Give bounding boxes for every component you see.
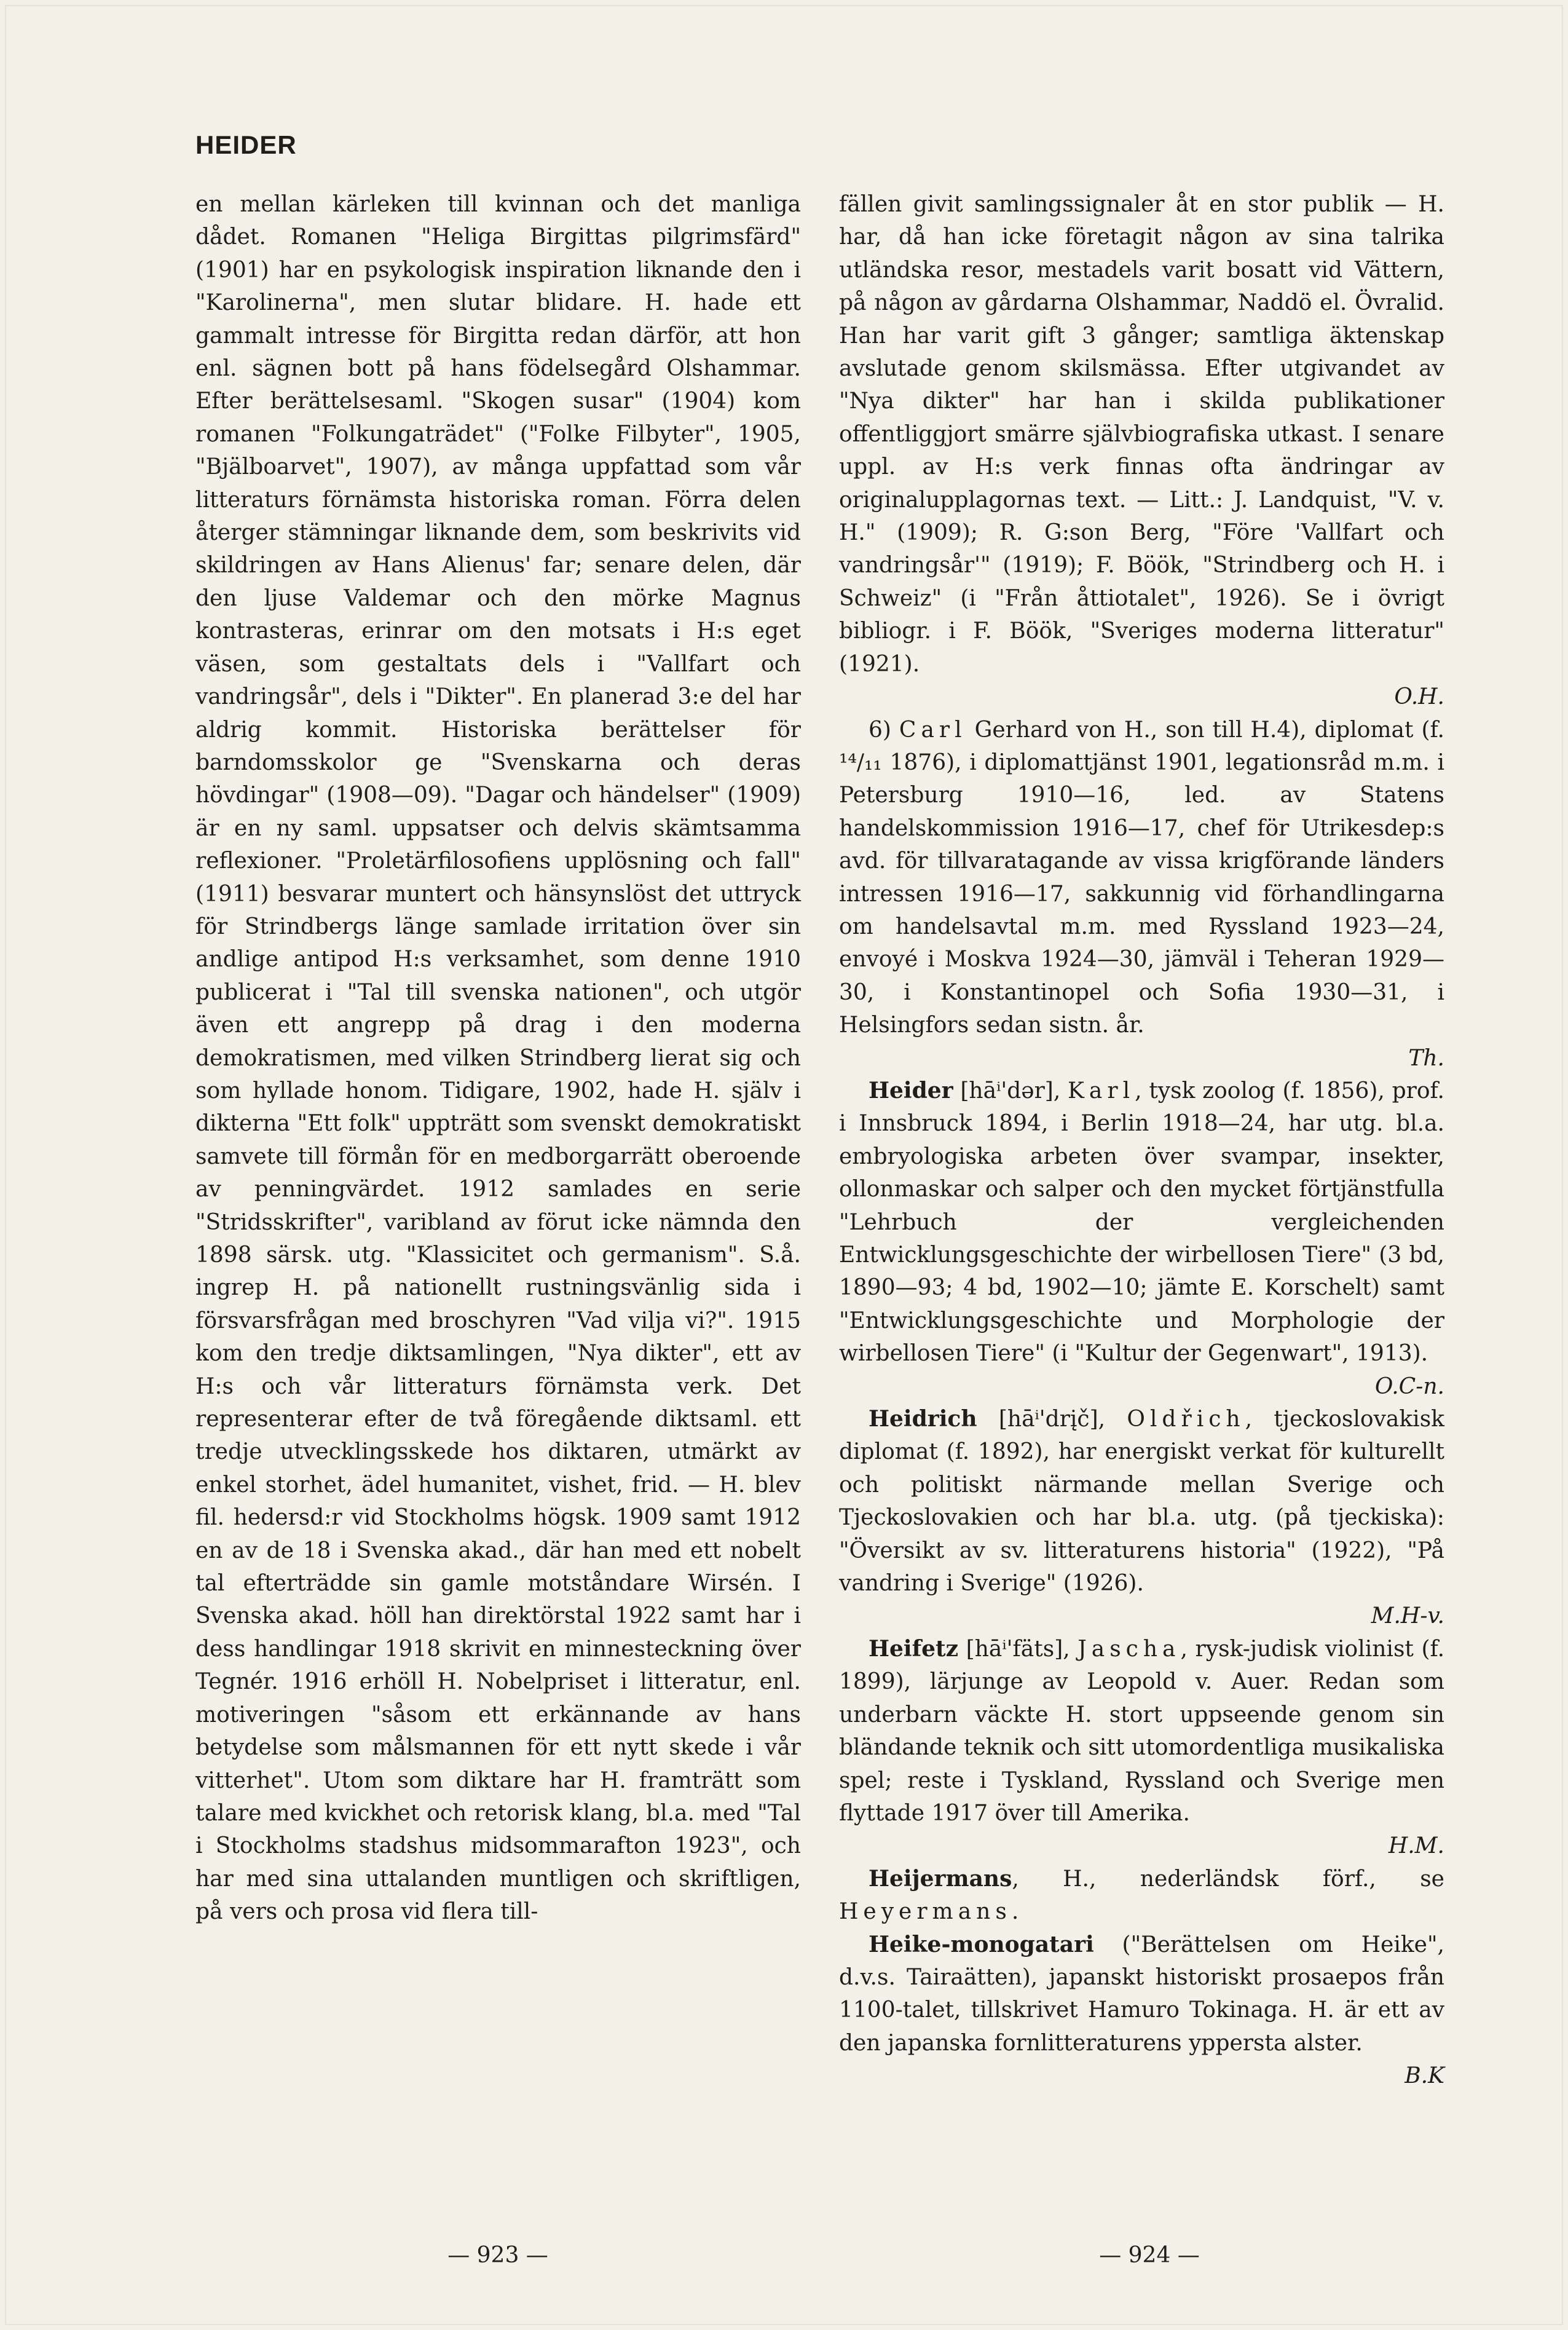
- headword: Heidrich: [869, 1406, 977, 1432]
- entry-text: , tjeckoslovakisk diplomat (f. 1892), har energiskt verkat för kulturellt och politiskt närmande mellan Sverige och Tjeckoslovakien och har bl.a. utg. (på tjeckiska): "Översikt av sv. litteraturens historia" (1922), "På vandring i Sverige" (1926).: [839, 1407, 1444, 1597]
- entry-heike-monogatari: [839, 1929, 1444, 2093]
- pronunciation: [hāⁱ'fäts],: [958, 1636, 1078, 1662]
- cross-reference: Heyermans: [839, 1899, 1012, 1925]
- entry-heidenstam-continued: [839, 188, 1444, 714]
- entry-text: , H., nederländsk förf., se: [1012, 1866, 1444, 1892]
- entry-given-name: Jascha: [1078, 1636, 1181, 1662]
- page-number-right: — 924 —: [1099, 2243, 1200, 2268]
- headword: Heijermans: [869, 1865, 1012, 1892]
- author-signature: O.H.: [1394, 684, 1444, 710]
- author-signature: B.K: [1405, 2063, 1444, 2089]
- entry-text: Gerhard von H., son till H.4), diplomat (f. ¹⁴/₁₁ 1876), i diplomattjänst 1901, legationsråd m.m. i Petersburg 1910—16, led. av Statens handelskommission 1916—17, chef för Utrikesdep:s avd. för tillvaratagande av vissa krigförande länders intressen 1916—17, sakkunnig vid förhandlingarna om handelsavtal m.m. med Ryssland 1923—24, envoyé i Moskva 1924—30, jämväl i Teheran 1929—30, i Konstantinopel och Sofia 1930—31, i Helsingfors sedan sistn. år.: [839, 717, 1444, 1038]
- running-head: HEIDER: [195, 130, 297, 159]
- page-number-left: — 923 —: [447, 2243, 548, 2268]
- author-signature: O.C-n.: [1374, 1373, 1444, 1399]
- headword: Heike-monogatari: [869, 1931, 1094, 1957]
- entry-carl-gerhard-von-heidenstam: [839, 714, 1444, 1075]
- entry-given-name: Carl: [899, 717, 967, 743]
- entry-heider: [839, 1075, 1444, 1403]
- left-column-text: en mellan kärleken till kvinnan och det manliga dådet. Romanen "Heliga Birgittas pilgrimsfärd" (1901) har en psykologisk inspiration liknande den i "Karolinerna", men slutar blidare. H. hade ett gammalt intresse för Birgitta redan därför, att hon enl. sägnen bott på hans födelsegård Olshammar. Efter berättelsesaml. "Skogen susar" (1904) kom romanen "Folkungaträdet" ("Folke Filbyter", 1905, "Bjälboarvet", 1907), av många uppfattad som vår litteraturs förnämsta historiska roman. Förra delen återger stämningar liknande dem, som beskrivits vid skildringen av Hans Alienus' far; senare delen, där den ljuse Valdemar och den mörke Magnus kontrasteras, erinrar om den motsats i H:s eget väsen, som gestaltats dels i "Vallfart och vandringsår", dels i "Dikter". En planerad 3:e del har aldrig kommit. Historiska berättelser för barndomsskolor ge "Svenskarna och deras hövdingar" (1908—09). "Dagar och händelser" (1909) är en ny saml. uppsatser och delvis skämtsamma reflexioner. "Proletärfilosofiens upplösning och fall" (1911) besvarar muntert och hänsynslöst det uttryck för Strindbergs länge samlade irritation över sin andlige antipod H:s verksamhet, som denne 1910 publicerat i "Tal till svenska nationen", och utgör även ett angrepp på drag i den moderna demokratismen, med vilken Strindberg lierat sig och som hyllade honom. Tidigare, 1902, hade H. själv i dikterna "Ett folk" uppträtt som svenskt demokratiskt samvete till förmån för en medborgarrätt oberoende av penningvärdet. 1912 samlades en serie "Stridsskrifter", varibland av förut icke nämnda den 1898 särsk. utg. "Klassicitet och germanism". S.å. ingrep H. på nationellt rustningsvänlig sida i försvarsfrågan med broschyren "Vad vilja vi?". 1915 kom den tredje diktsamlingen, "Nya dikter", ett av H:s och vår litteraturs förnämsta verk. Det representerar efter de två föregående diktsaml. ett tredje utvecklingsskede hos diktaren, utmärkt av enkel storhet, ädel humanitet, vishet, frid. — H. blev fil. hedersd:r vid Stockholms högsk. 1909 samt 1912 en av de 18 i Svenska akad., där han med ett nobelt tal efterträdde sin gamle motståndare Wirsén. I Svenska akad. höll han direktörstal 1922 samt har i dess handlingar 1918 skrivit en minnesteckning över Tegnér. 1916 erhöll H. Nobelpriset i litteratur, enl. motiveringen "såsom ett erkännande av hans betydelse som målsmannen för ett nytt skede i vår vitterhet". Utom som diktare har H. framträtt som talare med kvickhet och retorisk klang, bl.a. med "Tal i Stockholms stadshus midsommarafton 1923", och har med sina uttalanden muntligen och skriftligen, på vers och prosa vid flera till-: [195, 192, 801, 1925]
- entry-heidrich: [839, 1403, 1444, 1633]
- pronunciation: [hāⁱ'dər],: [953, 1078, 1068, 1104]
- author-signature: M.H-v.: [1371, 1603, 1444, 1629]
- author-signature: H.M.: [1388, 1833, 1444, 1859]
- entry-text: , tysk zoolog (f. 1856), prof. i Innsbruck 1894, i Berlin 1918—24, har utg. bl.a. embryologiska arbeten över svampar, insekter, ollonmaskar och salper och den mycket förtjänstfulla "Lehrbuch der vergleichenden Entwicklungsgeschichte der wirbellosen Tiere" (3 bd, 1890—93; 4 bd, 1902—10; jämte E. Korschelt) samt "Entwicklungsgeschichte und Morphologie der wirbellosen Tiere" (i "Kultur der Gegenwart", 1913).: [839, 1078, 1445, 1367]
- entry-text: ("Berättelsen om Heike", d.v.s. Tairaätten), japanskt historiskt prosaepos från 1100-talet, tillskrivet Hamuro Tokinaga. H. är ett av den japanska fornlitteraturens yppersta alster.: [839, 1932, 1444, 2056]
- entry-given-name: Karl: [1068, 1078, 1135, 1104]
- entry-given-name: Oldřich: [1127, 1407, 1245, 1432]
- entry-number: 6): [869, 717, 899, 743]
- right-column: [839, 188, 1444, 2093]
- pronunciation: [hāⁱ'drįč],: [977, 1407, 1127, 1432]
- entry-text: fällen givit samlingssignaler åt en stor publik — H. har, då han icke företagit någon av sina talrika utländska resor, mestadels varit bosatt vid Vättern, på någon av gårdarna Olshammar, Naddö el. Övralid. Han har varit gift 3 gånger; samtliga äktenskap avslutade genom skilsmässa. Efter utgivandet av "Nya dikter" har han i skilda publikationer offentliggjort smärre självbiografiska utkast. I senare uppl. av H:s verk finnas ofta ändringar av originalupplagornas text. — Litt.: J. Landquist, "V. v. H." (1909); R. G:son Berg, "Före 'Vallfart och vandringsår'" (1919); F. Böök, "Strindberg och H. i Schweiz" (i "Från åttiotalet", 1926). Se i övrigt bibliogr. i F. Böök, "Sveriges moderna litteratur" (1921).: [839, 192, 1444, 677]
- entry-heijermans: [839, 1863, 1444, 1929]
- headword: Heifetz: [869, 1635, 959, 1662]
- headword: Heider: [869, 1077, 953, 1104]
- left-column: [195, 188, 801, 1929]
- entry-heifetz: [839, 1633, 1444, 1863]
- entry-text: , rysk-judisk violinist (f. 1899), lärjunge av Leopold v. Auer. Redan som underbarn väckte H. stort uppseende genom sin bländande teknik och sitt utomordentliga musikaliska spel; reste i Tyskland, Ryssland och Sverige men flyttade 1917 över till Amerika.: [839, 1636, 1445, 1826]
- entry-end: .: [1011, 1899, 1019, 1925]
- author-signature: Th.: [1408, 1045, 1444, 1071]
